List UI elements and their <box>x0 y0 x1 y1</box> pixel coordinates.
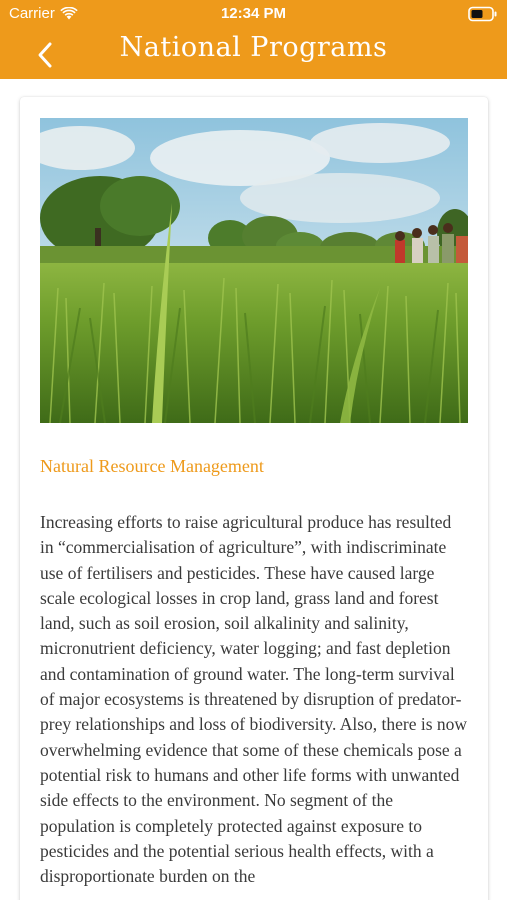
program-photo <box>40 118 468 423</box>
rice-field-image <box>40 118 468 423</box>
status-time: 12:34 PM <box>220 5 287 22</box>
battery-icon <box>468 6 498 22</box>
section-title: Natural Resource Management <box>40 456 264 476</box>
carrier-label: Carrier <box>9 5 55 22</box>
app-header <box>0 0 507 79</box>
status-bar <box>0 0 507 28</box>
page-title: National Programs <box>119 32 388 63</box>
article-body: Increasing efforts to raise agricultural produce has resulted in “commercialisation of agriculture”, with indiscriminate use of fertilisers and pesticides. These have caused large scale ecological losses in crop land, grass land and forest land, such as soil erosion, soil alkalinity and salinity, micronutrient deficiency, water logging; and fast depletion and contamination of ground water. The long-term survival of major ecosystems is threatened by disruption of predator-prey relationships and loss of biodiversity. Also, there is now overwhelming evidence that some of these chemicals pose a potential risk to humans and other life forms with unwanted side effects to the environment. No segment of the population is completely protected against exposure to pesticides and the potential serious health effects, with a disproportionate burden on the <box>40 512 468 887</box>
program-card <box>20 97 488 900</box>
nav-bar <box>0 28 507 79</box>
